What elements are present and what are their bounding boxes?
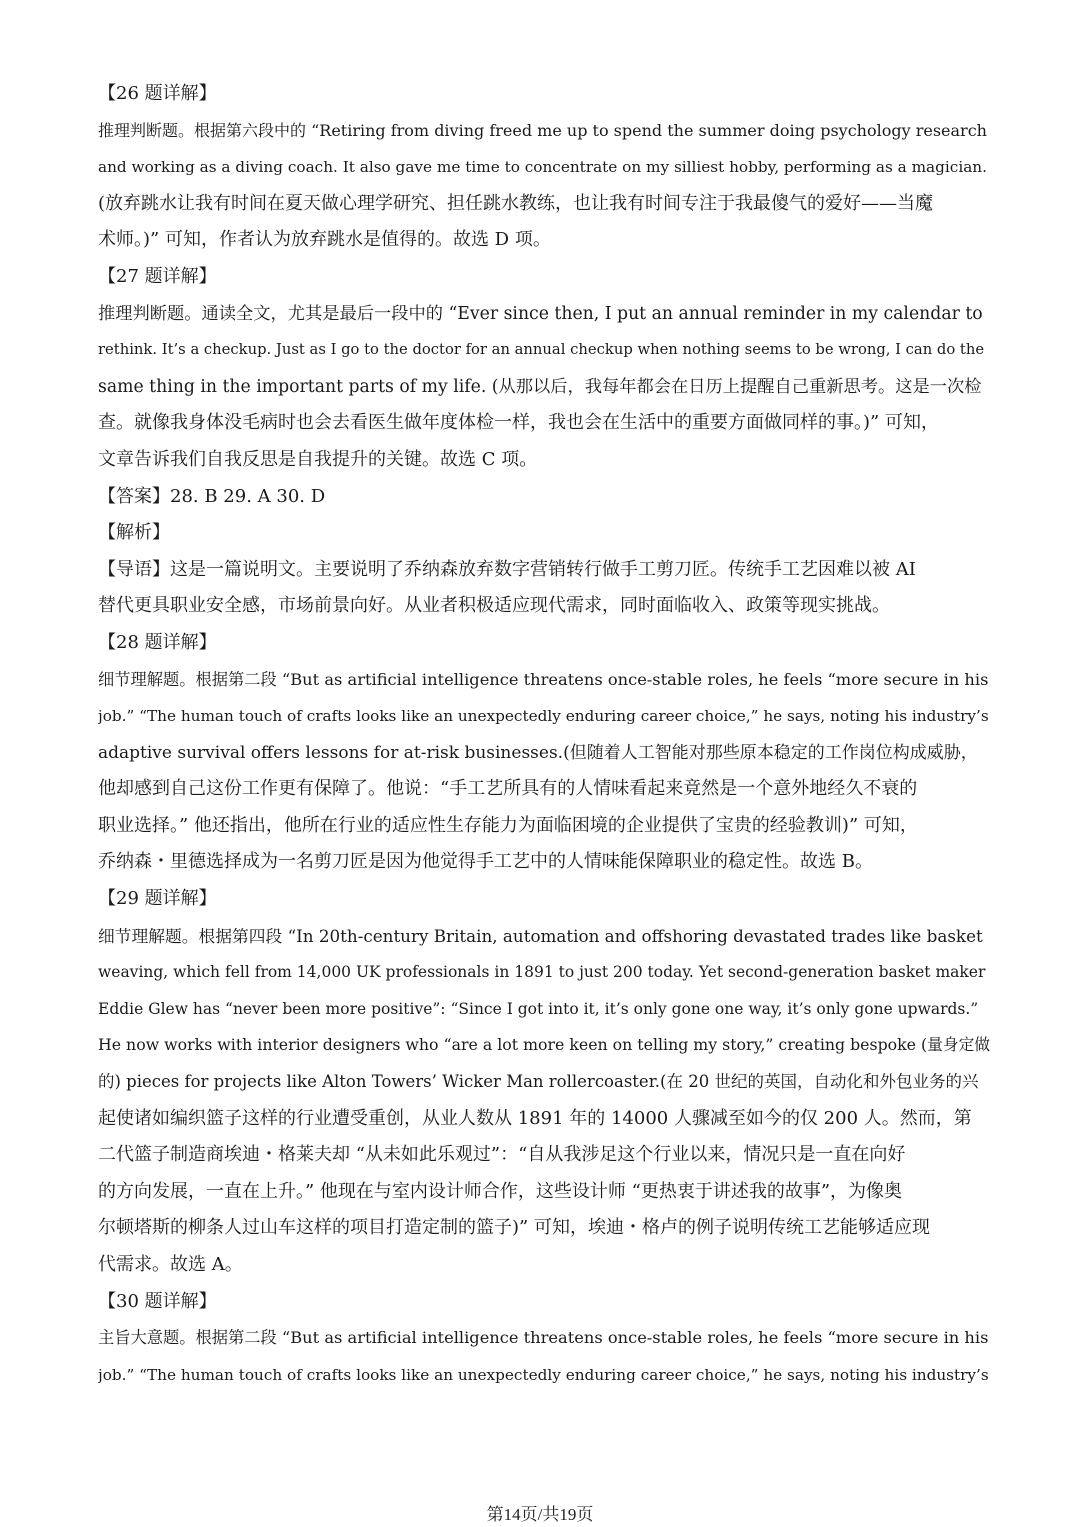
text-line: (放弃跳水让我有时间在夏天做心理学研究、担任跳水教练，也让我有时间专注于我最傻气的爱好——当魔 bbox=[98, 192, 934, 214]
text-line: job.” “The human touch of crafts looks like an unexpectedly enduring career choice,” he says, noting his industry’s bbox=[98, 1365, 989, 1384]
text-line: 的) pieces for projects like Alton Towers’ Wicker Man rollercoaster.(在 20 世纪的英国，自动化和外包业务的兴 bbox=[98, 1072, 979, 1092]
text-line: job.” “The human touch of crafts looks like an unexpectedly enduring career choice,” he says, noting his industry’s bbox=[98, 707, 989, 726]
text-line: 尔顿塔斯的柳条人过山车这样的项目打造定制的篮子)” 可知，埃迪・格卢的例子说明传统工艺能够适应现 bbox=[98, 1217, 930, 1239]
text-line: 细节理解题。根据第四段 “In 20th-century Britain, automation and offshoring devastated trades like basket bbox=[98, 925, 983, 946]
heading-q29: 【29 题详解】 bbox=[98, 888, 217, 910]
heading-q28: 【28 题详解】 bbox=[98, 631, 217, 653]
page-number: 第14页/共19页 bbox=[486, 1505, 594, 1524]
text-line: Eddie Glew has “never been more positive”: “Since I got into it, it’s only gone one way, it’s only gone upwards.” bbox=[98, 999, 979, 1018]
answer-line: 【答案】28. B 29. A 30. D bbox=[98, 485, 326, 507]
text-line: weaving, which fell from 14,000 UK professionals in 1891 to just 200 today. Yet second-generation basket maker bbox=[98, 963, 986, 982]
heading-q27: 【27 题详解】 bbox=[98, 265, 217, 287]
text-line: 细节理解题。根据第二段 “But as artificial intelligence threatens once-stable roles, he feels “more secure in his bbox=[98, 669, 989, 689]
text-line: 推理判断题。根据第六段中的 “Retiring from diving freed me up to spend the summer doing psychology research bbox=[98, 120, 987, 140]
text-line: rethink. It’s a checkup. Just as I go to the doctor for an annual checkup when nothing seems to be wrong, I can do the bbox=[98, 341, 985, 359]
text-line: He now works with interior designers who “are a lot more keen on telling my story,” creating bespoke (量身定做 bbox=[98, 1035, 990, 1055]
heading-q30: 【30 题详解】 bbox=[98, 1290, 217, 1312]
text-line: 术师。)” 可知，作者认为放弃跳水是值得的。故选 D 项。 bbox=[98, 229, 551, 251]
heading-q26: 【26 题详解】 bbox=[98, 83, 217, 104]
document-body bbox=[98, 76, 990, 1393]
text-line: 起使诸如编织篮子这样的行业遭受重创，从业人数从 1891 年的 14000 人骤减至如今的仅 200 人。然而，第 bbox=[98, 1107, 972, 1129]
analysis-heading: 【解析】 bbox=[98, 522, 170, 544]
text-line: 主旨大意题。根据第二段 “But as artificial intelligence threatens once-stable roles, he feels “more secure in his bbox=[98, 1328, 989, 1348]
text-line: same thing in the important parts of my life. (从那以后，我每年都会在日历上提醒自己重新思考。这是一次检 bbox=[98, 376, 982, 397]
text-line: 查。就像我身体没毛病时也会去看医生做年度体检一样，我也会在生活中的重要方面做同样的事。)” 可知， bbox=[98, 412, 939, 434]
text-line: 代需求。故选 A。 bbox=[98, 1254, 243, 1275]
text-line: 文章告诉我们自我反思是自我提升的关键。故选 C 项。 bbox=[98, 448, 538, 470]
text-line: and working as a diving coach. It also gave me time to concentrate on my silliest hobby, performing as a magician. bbox=[98, 158, 987, 177]
text-line: 替代更具职业安全感，市场前景向好。从业者积极适应现代需求，同时面临收入、政策等现实挑战。 bbox=[98, 595, 890, 617]
text-line: 职业选择。” 他还指出，他所在行业的适应性生存能力为面临困境的企业提供了宝贵的经验教训)” 可知， bbox=[98, 814, 918, 836]
text-line: 推理判断题。通读全文，尤其是最后一段中的 “Ever since then, I put an annual reminder in my calendar to bbox=[98, 303, 983, 324]
text-line: 的方向发展，一直在上升。” 他现在与室内设计师合作，这些设计师 “更热衷于讲述我的故事”，为像奥 bbox=[98, 1180, 903, 1202]
text-line: adaptive survival offers lessons for at-risk businesses.(但随着人工智能对那些原本稳定的工作岗位构成威胁， bbox=[98, 742, 978, 763]
text-line: 乔纳森・里德选择成为一名剪刀匠是因为他觉得手工艺中的人情味能保障职业的稳定性。故选 B。 bbox=[98, 851, 873, 873]
text-line: 他却感到自己这份工作更有保障了。他说：“手工艺所具有的人情味看起来竟然是一个意外地经久不衰的 bbox=[98, 778, 918, 800]
text-line: 【导语】这是一篇说明文。主要说明了乔纳森放弃数字营销转行做手工剪刀匠。传统手工艺因难以被 AI bbox=[98, 558, 916, 580]
text-line: 二代篮子制造商埃迪・格莱夫却 “从未如此乐观过”：“自从我涉足这个行业以来，情况只是一直在向好 bbox=[98, 1144, 906, 1166]
